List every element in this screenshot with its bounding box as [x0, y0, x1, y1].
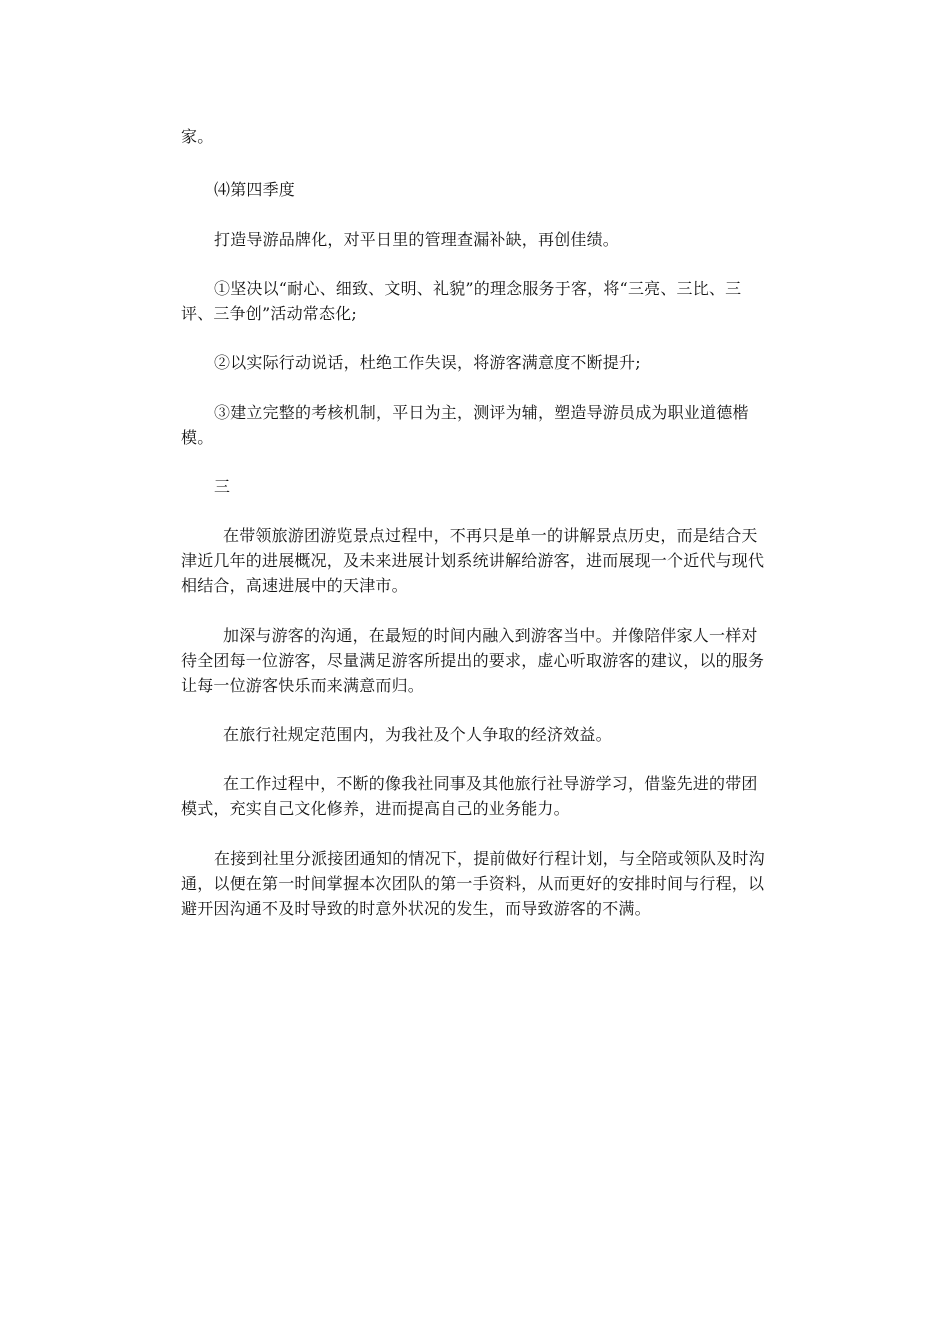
- paragraph-economic-benefit: 在旅行社规定范围内，为我社及个人争取的经济效益。: [223, 725, 612, 744]
- section-heading-q4: ⑷第四季度: [214, 180, 296, 199]
- section-heading-three: 三: [214, 477, 231, 496]
- list-item-1: ①坚决以“耐心、细致、文明、礼貌”的理念服务于客，将“三亮、三比、三评、三争创”活动常态化;: [181, 279, 742, 323]
- paragraph-learning: 在工作过程中，不断的像我社同事及其他旅行社导游学习，借鉴先进的带团模式，充实自己文化修养，进而提高自己的业务能力。: [181, 774, 758, 818]
- paragraph-communication: 加深与游客的沟通，在最短的时间内融入到游客当中。并像陪伴家人一样对待全团每一位游客，尽量满足游客所提出的要求，虚心听取游客的建议，以的服务让每一位游客快乐而来满意而归。: [181, 626, 765, 695]
- paragraph-planning: 在接到社里分派接团通知的情况下，提前做好行程计划，与全陪或领队及时沟通，以便在第一时间掌握本次团队的第一手资料，从而更好的安排时间与行程，以避开因沟通不及时导致的时意外状况的发生，而导致游客的不满。: [181, 849, 765, 918]
- list-item-3: ③建立完整的考核机制，平日为主，测评为辅，塑造导游员成为职业道德楷模。: [181, 403, 749, 447]
- paragraph-tour-explanation: 在带领旅游团游览景点过程中，不再只是单一的讲解景点历史，而是结合天津近几年的进展概况，及未来进展计划系统讲解给游客，进而展现一个近代与现代相结合，高速进展中的天津市。: [181, 526, 765, 595]
- list-item-2: ②以实际行动说话，杜绝工作失误，将游客满意度不断提升;: [214, 353, 641, 372]
- paragraph-q4-goal: 打造导游品牌化，对平日里的管理查漏补缺，再创佳绩。: [214, 230, 620, 249]
- paragraph-continuation: 家。: [181, 127, 214, 146]
